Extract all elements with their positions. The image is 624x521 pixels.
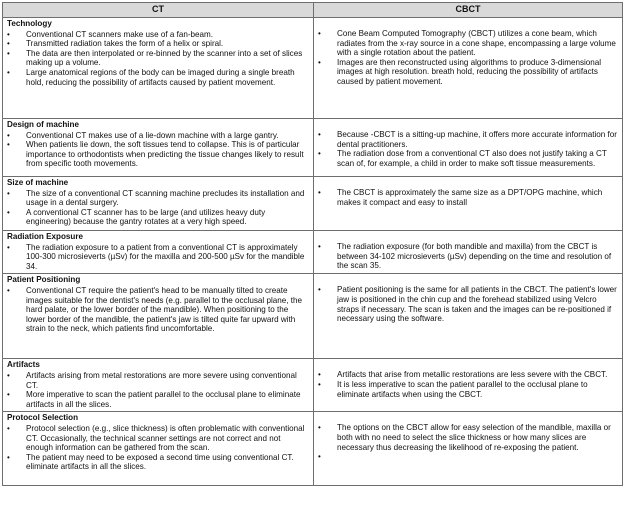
cbct-cell xyxy=(314,274,623,359)
cbct-cell xyxy=(314,359,623,412)
cbct-cell xyxy=(314,412,623,486)
cbct-bullet-item: • The radiation dose from a conventional CT also does not justify taking a CT scan of, for example, a child in order to make soft tissue measurements. xyxy=(318,149,618,168)
header-ct: CT xyxy=(3,3,314,18)
ct-bullet-item: • When patients lie down, the soft tissues tend to collapse. This is of particular importance to orthodontists when predicting the tissue changes likely to result from specific tooth movements. xyxy=(7,140,309,169)
ct-bullet-item: • Protocol selection (e.g., slice thickness) is often problematic with conventional CT. Occasionally, the technical scanner settings are not correct and not enough information can be gathered from the scan. xyxy=(7,424,309,453)
cbct-bullet-list xyxy=(318,29,618,87)
cbct-bullet-list xyxy=(318,423,618,452)
ct-bullet-item: • A conventional CT scanner has to be large (and utilizes heavy duty engineering) because the gantry rotates at a very high speed. xyxy=(7,208,309,227)
cbct-bullet-item: • Because -CBCT is a sitting-up machine, it offers more accurate information for dental practitioners. xyxy=(318,130,618,149)
ct-bullet-list xyxy=(7,131,309,169)
ct-bullet-item: • The radiation exposure to a patient from a conventional CT is approximately 100-300 microsieverts (µSv) for the maxilla and 200-500 µSv for the mandible 34. xyxy=(7,243,309,272)
cbct-bullet-list xyxy=(318,242,618,271)
header-row xyxy=(3,3,623,18)
ct-bullet-item: • The data are then interpolated or re-binned by the scanner into a set of slices making up a volume. xyxy=(7,49,309,68)
ct-bullet-item: • Conventional CT scanners make use of a fan-beam. xyxy=(7,30,309,40)
section-title: Radiation Exposure xyxy=(7,232,84,241)
ct-bullet-list xyxy=(7,371,309,409)
ct-cell xyxy=(3,359,314,412)
cbct-bullet-list xyxy=(318,188,618,207)
ct-cell xyxy=(3,231,314,274)
section-title: Protocol Selection xyxy=(7,413,79,423)
cbct-bullet-item: • It is less imperative to scan the patient parallel to the occlusal plane to eliminate artifacts when using the CBCT. xyxy=(318,380,618,399)
ct-cell xyxy=(3,119,314,177)
cbct-bullet-item: • The CBCT is approximately the same size as a DPT/OPG machine, which makes it compact and easy to install xyxy=(318,188,618,207)
cbct-bullet-item: • The options on the CBCT allow for easy selection of the mandible, maxilla or both with no need to select the slice thickness or how many slices are necessary thus decreasing the likelihood of re-exposing the patient. xyxy=(318,423,618,452)
ct-bullet-item: • Conventional CT makes use of a lie-down machine with a large gantry. xyxy=(7,131,309,141)
ct-bullet-item: • Large anatomical regions of the body can be imaged during a single breath hold, reducing the possibility of artifacts caused by patient movement. xyxy=(7,68,309,87)
table-row xyxy=(3,231,623,274)
cbct-cell xyxy=(314,231,623,274)
table-row xyxy=(3,412,623,486)
ct-bullet-item: • More imperative to scan the patient parallel to the occlusal plane to eliminate artifacts in all the slices. xyxy=(7,390,309,409)
ct-bullet-list xyxy=(7,286,309,334)
ct-cell xyxy=(3,177,314,231)
ct-bullet-list xyxy=(7,424,309,472)
ct-cell xyxy=(3,412,314,486)
ct-bullet-item: • Conventional CT require the patient's head to be manually tilted to create images suitable for the dentist's needs (e.g. parallel to the occlusal plane, the hard palate, or the lower border of the mandible). When positioning to the lower border of the mandible, the patient's jaw is tilted quite far upward with strain to the neck, which patients find uncomfortable. xyxy=(7,286,309,334)
section-title: Artifacts xyxy=(7,360,40,370)
ct-bullet-item: • The size of a conventional CT scanning machine precludes its installation and usage in a dental surgery. xyxy=(7,189,309,208)
ct-cell xyxy=(3,18,314,119)
cbct-bullet-item: • Images are then reconstructed using algorithms to produce 3-dimensional images at high resolution. breath hold, reducing the possibility of artifacts caused by patient movement. xyxy=(318,58,618,87)
ct-bullet-list xyxy=(7,189,309,227)
cbct-bullet-item: • The radiation exposure (for both mandible and maxilla) from the CBCT is between 34-102 microsieverts (µSv) depending on the time and resolution of the scan 35. xyxy=(318,242,618,271)
table-row xyxy=(3,119,623,177)
section-title: Design of machine xyxy=(7,120,79,129)
ct-bullet-list xyxy=(7,30,309,88)
cbct-cell xyxy=(314,18,623,119)
table-row xyxy=(3,359,623,412)
header-cbct: CBCT xyxy=(314,3,623,18)
cbct-bullet-item: • Patient positioning is the same for all patients in the CBCT. The patient's lower jaw is positioned in the chin cup and the forehead stabilized using Velcro straps if necessary. The scan is taken and the images can be re-positioned if necessary using the software. xyxy=(318,285,618,323)
ct-cell xyxy=(3,274,314,359)
table-row xyxy=(3,18,623,119)
cbct-cell xyxy=(314,119,623,177)
section-title: Technology xyxy=(7,19,52,28)
ct-bullet-list xyxy=(7,243,309,272)
ct-bullet-item: • The patient may need to be exposed a second time using conventional CT. eliminate artifacts in all the slices. xyxy=(7,453,309,472)
section-title: Size of machine xyxy=(7,178,69,187)
ct-bullet-item: • Artifacts arising from metal restorations are more severe using conventional CT. xyxy=(7,371,309,390)
ct-bullet-item: • Transmitted radiation takes the form of a helix or spiral. xyxy=(7,39,309,49)
cbct-bullet-list xyxy=(318,130,618,168)
table-row xyxy=(3,274,623,359)
table-row xyxy=(3,177,623,231)
comparison-table xyxy=(2,2,623,486)
cbct-bullet-list xyxy=(318,370,618,399)
cbct-bullet-list xyxy=(318,285,618,323)
section-title: Patient Positioning xyxy=(7,275,81,285)
cbct-bullet-item: • Artifacts that arise from metallic restorations are less severe with the CBCT. xyxy=(318,370,618,380)
table-body xyxy=(3,18,623,486)
cbct-cell xyxy=(314,177,623,231)
cbct-bullet-item: • Cone Beam Computed Tomography (CBCT) utilizes a cone beam, which radiates from the x-ray source in a cone shape, encompassing a large volume with a single rotation about the patient. xyxy=(318,29,618,58)
